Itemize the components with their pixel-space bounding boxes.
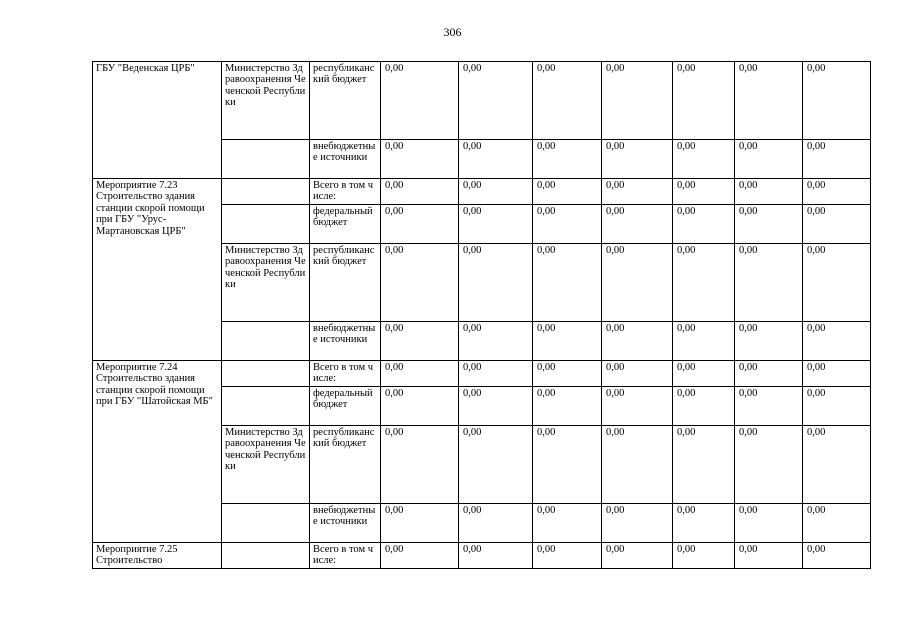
value-cell: 0,00	[459, 426, 533, 504]
value-cell: 0,00	[381, 244, 459, 322]
funding-source-cell: Всего в том числе:	[310, 543, 381, 569]
funding-source-cell: федеральный бюджет	[310, 205, 381, 244]
value-cell: 0,00	[735, 361, 803, 387]
value-cell: 0,00	[673, 504, 735, 543]
value-cell: 0,00	[803, 244, 871, 322]
funding-source-cell: внебюджетные источники	[310, 504, 381, 543]
value-cell: 0,00	[803, 62, 871, 140]
funding-source-cell: республиканский бюджет	[310, 244, 381, 322]
value-cell: 0,00	[459, 62, 533, 140]
value-cell: 0,00	[533, 361, 602, 387]
value-cell: 0,00	[735, 205, 803, 244]
value-cell: 0,00	[602, 322, 673, 361]
value-cell: 0,00	[533, 244, 602, 322]
value-cell: 0,00	[735, 504, 803, 543]
value-cell: 0,00	[533, 205, 602, 244]
value-cell: 0,00	[602, 244, 673, 322]
value-cell: 0,00	[803, 179, 871, 205]
funding-source-cell: республиканский бюджет	[310, 426, 381, 504]
value-cell: 0,00	[673, 387, 735, 426]
budget-table	[92, 61, 871, 569]
value-cell: 0,00	[533, 179, 602, 205]
executor-cell: Министерство Здравоохранения Чеченской Республики	[222, 426, 310, 504]
executor-cell	[222, 205, 310, 244]
value-cell: 0,00	[673, 62, 735, 140]
value-cell: 0,00	[673, 361, 735, 387]
value-cell: 0,00	[673, 244, 735, 322]
value-cell: 0,00	[803, 140, 871, 179]
value-cell: 0,00	[673, 543, 735, 569]
value-cell: 0,00	[673, 140, 735, 179]
budget-table-body	[93, 62, 871, 569]
funding-source-cell: внебюджетные источники	[310, 140, 381, 179]
value-cell: 0,00	[803, 387, 871, 426]
value-cell: 0,00	[735, 140, 803, 179]
value-cell: 0,00	[803, 322, 871, 361]
table-row	[93, 361, 871, 387]
value-cell: 0,00	[602, 361, 673, 387]
value-cell: 0,00	[381, 179, 459, 205]
value-cell: 0,00	[602, 543, 673, 569]
value-cell: 0,00	[673, 426, 735, 504]
value-cell: 0,00	[803, 426, 871, 504]
value-cell: 0,00	[803, 504, 871, 543]
value-cell: 0,00	[459, 361, 533, 387]
value-cell: 0,00	[381, 504, 459, 543]
page-number: 306	[443, 25, 462, 39]
executor-cell	[222, 322, 310, 361]
value-cell: 0,00	[459, 244, 533, 322]
value-cell: 0,00	[602, 140, 673, 179]
value-cell: 0,00	[602, 179, 673, 205]
value-cell: 0,00	[602, 426, 673, 504]
value-cell: 0,00	[381, 387, 459, 426]
value-cell: 0,00	[735, 426, 803, 504]
value-cell: 0,00	[533, 387, 602, 426]
value-cell: 0,00	[459, 322, 533, 361]
value-cell: 0,00	[459, 205, 533, 244]
value-cell: 0,00	[533, 140, 602, 179]
executor-cell	[222, 140, 310, 179]
value-cell: 0,00	[381, 426, 459, 504]
value-cell: 0,00	[381, 205, 459, 244]
value-cell: 0,00	[803, 205, 871, 244]
executor-cell	[222, 504, 310, 543]
value-cell: 0,00	[459, 543, 533, 569]
value-cell: 0,00	[381, 361, 459, 387]
value-cell: 0,00	[459, 504, 533, 543]
executor-cell: Министерство Здравоохранения Чеченской Республики	[222, 62, 310, 140]
value-cell: 0,00	[381, 543, 459, 569]
table-row	[93, 62, 871, 140]
value-cell: 0,00	[533, 543, 602, 569]
value-cell: 0,00	[735, 62, 803, 140]
value-cell: 0,00	[803, 543, 871, 569]
executor-cell	[222, 387, 310, 426]
executor-cell: Министерство Здравоохранения Чеченской Республики	[222, 244, 310, 322]
value-cell: 0,00	[803, 361, 871, 387]
executor-cell	[222, 179, 310, 205]
funding-source-cell: республиканский бюджет	[310, 62, 381, 140]
executor-cell	[222, 543, 310, 569]
value-cell: 0,00	[735, 387, 803, 426]
value-cell: 0,00	[381, 322, 459, 361]
funding-source-cell: Всего в том числе:	[310, 179, 381, 205]
funding-source-cell: внебюджетные источники	[310, 322, 381, 361]
value-cell: 0,00	[459, 387, 533, 426]
funding-source-cell: федеральный бюджет	[310, 387, 381, 426]
value-cell: 0,00	[673, 179, 735, 205]
value-cell: 0,00	[735, 543, 803, 569]
value-cell: 0,00	[602, 504, 673, 543]
value-cell: 0,00	[673, 205, 735, 244]
activity-cell: ГБУ "Веденская ЦРБ"	[93, 62, 222, 179]
value-cell: 0,00	[735, 244, 803, 322]
table-row	[93, 543, 871, 569]
value-cell: 0,00	[533, 322, 602, 361]
activity-cell: Мероприятие 7.25 Строительство	[93, 543, 222, 569]
value-cell: 0,00	[602, 387, 673, 426]
value-cell: 0,00	[673, 322, 735, 361]
value-cell: 0,00	[459, 140, 533, 179]
value-cell: 0,00	[735, 179, 803, 205]
value-cell: 0,00	[735, 322, 803, 361]
activity-cell: Мероприятие 7.23 Строительство здания станции скорой помощи при ГБУ "Урус-Мартановская ЦРБ"	[93, 179, 222, 361]
table-row	[93, 179, 871, 205]
value-cell: 0,00	[533, 62, 602, 140]
executor-cell	[222, 361, 310, 387]
value-cell: 0,00	[381, 140, 459, 179]
funding-source-cell: Всего в том числе:	[310, 361, 381, 387]
activity-cell: Мероприятие 7.24 Строительство здания станции скорой помощи при ГБУ "Шатойская МБ"	[93, 361, 222, 543]
value-cell: 0,00	[533, 504, 602, 543]
value-cell: 0,00	[602, 62, 673, 140]
value-cell: 0,00	[381, 62, 459, 140]
value-cell: 0,00	[602, 205, 673, 244]
value-cell: 0,00	[533, 426, 602, 504]
value-cell: 0,00	[459, 179, 533, 205]
